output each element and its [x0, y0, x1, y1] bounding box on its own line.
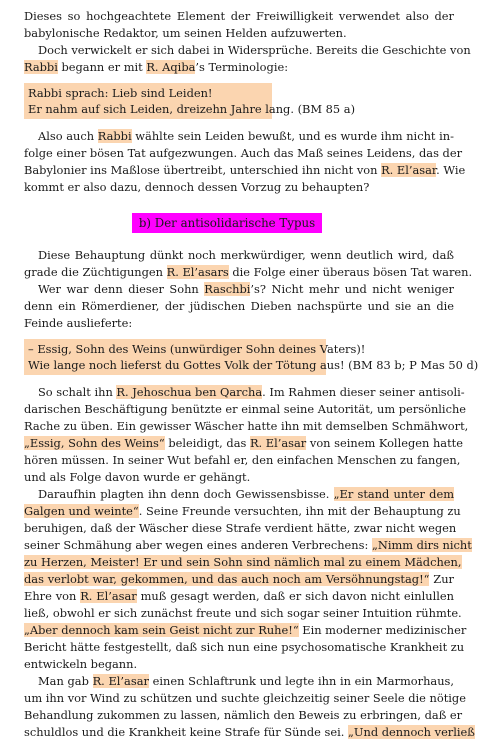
text-span: Man gab	[38, 674, 93, 688]
highlighted-text: Wie lange noch lieferst du Gottes Volk der Tötung aus!	[28, 358, 345, 372]
text-span: um ihn vor Wind zu schützen und suchte gleichzeitig seiner Seele die nötige	[24, 691, 466, 705]
text-line	[24, 690, 466, 707]
text-span: denn ein Römerdiener, der jüdischen Dieben nachspürte und sie an die	[24, 299, 454, 313]
text-line	[38, 247, 454, 264]
text-line	[24, 622, 467, 639]
text-line	[24, 435, 463, 452]
text-line	[24, 179, 454, 196]
highlighted-text: – Essig, Sohn des Weins	[28, 342, 167, 356]
text-line	[28, 101, 448, 118]
text-span: Behandlung zukommen zu lassen, nämlich den Beweis zu erbringen, daß er	[24, 708, 463, 722]
text-span: ließ, obwohl er sich zunächst freute und sich sogar seiner Intuition rühmte.	[24, 606, 462, 620]
text-span: entwickeln begann.	[24, 657, 138, 671]
text-span: wählte sein Leiden bewußt, und es wurde ihm nicht in-	[131, 129, 454, 143]
text-line	[24, 25, 454, 42]
text-span: einen Schlaftrunk und legte ihn in ein Marmorhaus,	[148, 674, 455, 688]
text-line	[24, 59, 454, 76]
text-line	[24, 724, 475, 741]
text-line	[28, 357, 478, 374]
highlighted-text: „Essig, Sohn des Weins“	[24, 436, 165, 450]
text-line	[38, 42, 471, 59]
text-span: ’s Terminologie:	[195, 60, 289, 74]
text-span: (BM 83 b; P Mas 50 d)	[344, 358, 478, 372]
highlighted-text: zu Herzen, Meister! Er und sein Sohn sind nämlich mal zu einem Mädchen,	[24, 555, 462, 569]
text-span: Rache zu üben. Ein gewisser Wäscher hatte ihn mit demselben Schmähwort,	[24, 419, 469, 433]
text-span: von seinem Kollegen hatte	[306, 436, 463, 450]
highlighted-text: Raschbi	[204, 282, 251, 296]
text-line	[24, 469, 454, 486]
text-span: Ehre von	[24, 589, 81, 603]
text-line	[24, 656, 454, 673]
text-line	[24, 707, 463, 724]
text-span: Ein moderner medizinischer	[298, 623, 467, 637]
text-span: Doch verwickelt er sich dabei in Widersprüche. Bereits die Geschichte von	[38, 43, 471, 57]
text-span: (unwürdiger Sohn deines Vaters)!	[166, 342, 366, 356]
highlighted-text: R. El’asar	[381, 163, 437, 177]
text-span: So schalt ihn	[38, 385, 117, 399]
highlighted-text: das verlobt war, gekommen, und das auch noch am Versöhnungstag!“	[24, 572, 430, 586]
text-line	[24, 452, 461, 469]
text-span: und als Folge davon wurde er gehängt.	[24, 470, 251, 484]
text-line	[24, 588, 454, 605]
highlighted-text: „Aber dennoch kam sein Geist nicht zur Ruhe!“	[24, 623, 299, 637]
text-line	[24, 605, 462, 622]
text-span: (BM 85 a)	[293, 102, 356, 116]
text-span: Zur	[429, 572, 454, 586]
text-line	[24, 520, 457, 537]
text-line	[24, 418, 469, 435]
text-line	[24, 571, 454, 588]
text-span: Daraufhin plagten ihn denn doch Gewissensbisse.	[38, 487, 334, 501]
text-line	[24, 8, 454, 25]
highlighted-text: R. El’asar	[80, 589, 137, 603]
text-line	[38, 384, 465, 401]
highlighted-text: „Er stand unter dem	[333, 487, 454, 501]
text-line	[24, 264, 473, 281]
text-line	[24, 503, 461, 520]
highlighted-text: Er nahm auf sich Leiden, dreizehn Jahre lang.	[28, 102, 294, 116]
highlighted-text: R. El’asar	[249, 436, 307, 450]
highlighted-text: R. El’asar	[92, 674, 149, 688]
text-span: Rabbi sprach: Lieb sind Leiden!	[28, 86, 213, 100]
text-line	[24, 554, 462, 571]
text-span: . Seine Freunde versuchten, ihn mit der Behauptung zu	[138, 504, 461, 518]
text-span: Babylonier ins Maßlose übertreibt, unterschied ihn nicht von	[24, 163, 382, 177]
text-line	[24, 162, 466, 179]
text-span: die Folge einer überaus bösen Tat waren.	[228, 265, 473, 279]
text-line	[24, 315, 454, 332]
text-span: babylonische Redaktor, um seinen Helden aufzuwerten.	[24, 26, 347, 40]
text-line	[24, 145, 463, 162]
highlighted-text: Rabbi	[97, 129, 132, 143]
text-span: kommt er also dazu, dennoch dessen Vorzug zu behaupten?	[24, 180, 370, 194]
highlighted-text: „Und dennoch verließ	[347, 725, 475, 739]
text-span: Dieses so hochgeachtete Element der Freiwilligkeit verwendet also der	[24, 9, 454, 23]
text-line	[24, 537, 472, 554]
text-line	[38, 128, 454, 145]
text-span: Bericht hätte festgestellt, daß sich nun eine psychosomatische Krankheit zu	[24, 640, 465, 654]
text-span: . Im Rahmen dieser seiner antisoli-	[262, 385, 465, 399]
text-span: ’s? Nicht mehr und nicht weniger	[250, 282, 454, 296]
text-line	[38, 281, 454, 298]
highlighted-text: R. Jehoschua ben Qarcha	[116, 385, 263, 399]
text-span: muß gesagt werden, daß er sich davon nicht einlullen	[136, 589, 454, 603]
text-span: grade die Züchtigungen	[24, 265, 167, 279]
section-heading: b) Der antisolidarische Typus	[132, 213, 322, 233]
text-line	[38, 673, 454, 690]
text-line	[24, 298, 454, 315]
text-span: . Wie	[436, 163, 466, 177]
text-span: seiner Schmähung aber wegen eines anderen Verbrechens:	[24, 538, 372, 552]
text-span: Wer war denn dieser Sohn	[38, 282, 205, 296]
text-span: Feinde auslieferte:	[24, 316, 133, 330]
text-span: Diese Behauptung dünkt noch merkwürdiger, wenn deutlich wird, daß	[38, 248, 454, 262]
text-span: schuldlos und die Krankheit keine Strafe für Sünde sei.	[24, 725, 348, 739]
highlighted-text: Rabbi	[24, 60, 58, 74]
highlighted-text: „Nimm dirs nicht	[371, 538, 472, 552]
highlighted-text: Galgen und weinte“	[24, 504, 139, 518]
text-span: darischen Beschäftigung benützte er einmal seine Autorität, um persönliche	[24, 402, 467, 416]
text-line	[38, 486, 454, 503]
text-span: Also auch	[38, 129, 98, 143]
highlighted-text: R. El’asars	[166, 265, 229, 279]
text-span: beruhigen, daß der Wäscher diese Strafe verdient hätte, zwar nicht wegen	[24, 521, 457, 535]
text-line	[28, 85, 448, 102]
text-span: hören müssen. In seiner Wut befahl er, den einfachen Menschen zu fangen,	[24, 453, 461, 467]
text-line	[24, 401, 467, 418]
highlighted-text: R. Aqiba	[146, 60, 196, 74]
text-line	[28, 341, 448, 358]
text-span: beleidigt, das	[164, 436, 250, 450]
text-span: folge einer bösen Tat aufgezwungen. Auch das Maß seines Leidens, das der	[24, 146, 463, 160]
text-line	[24, 639, 465, 656]
text-span: begann er mit	[57, 60, 147, 74]
